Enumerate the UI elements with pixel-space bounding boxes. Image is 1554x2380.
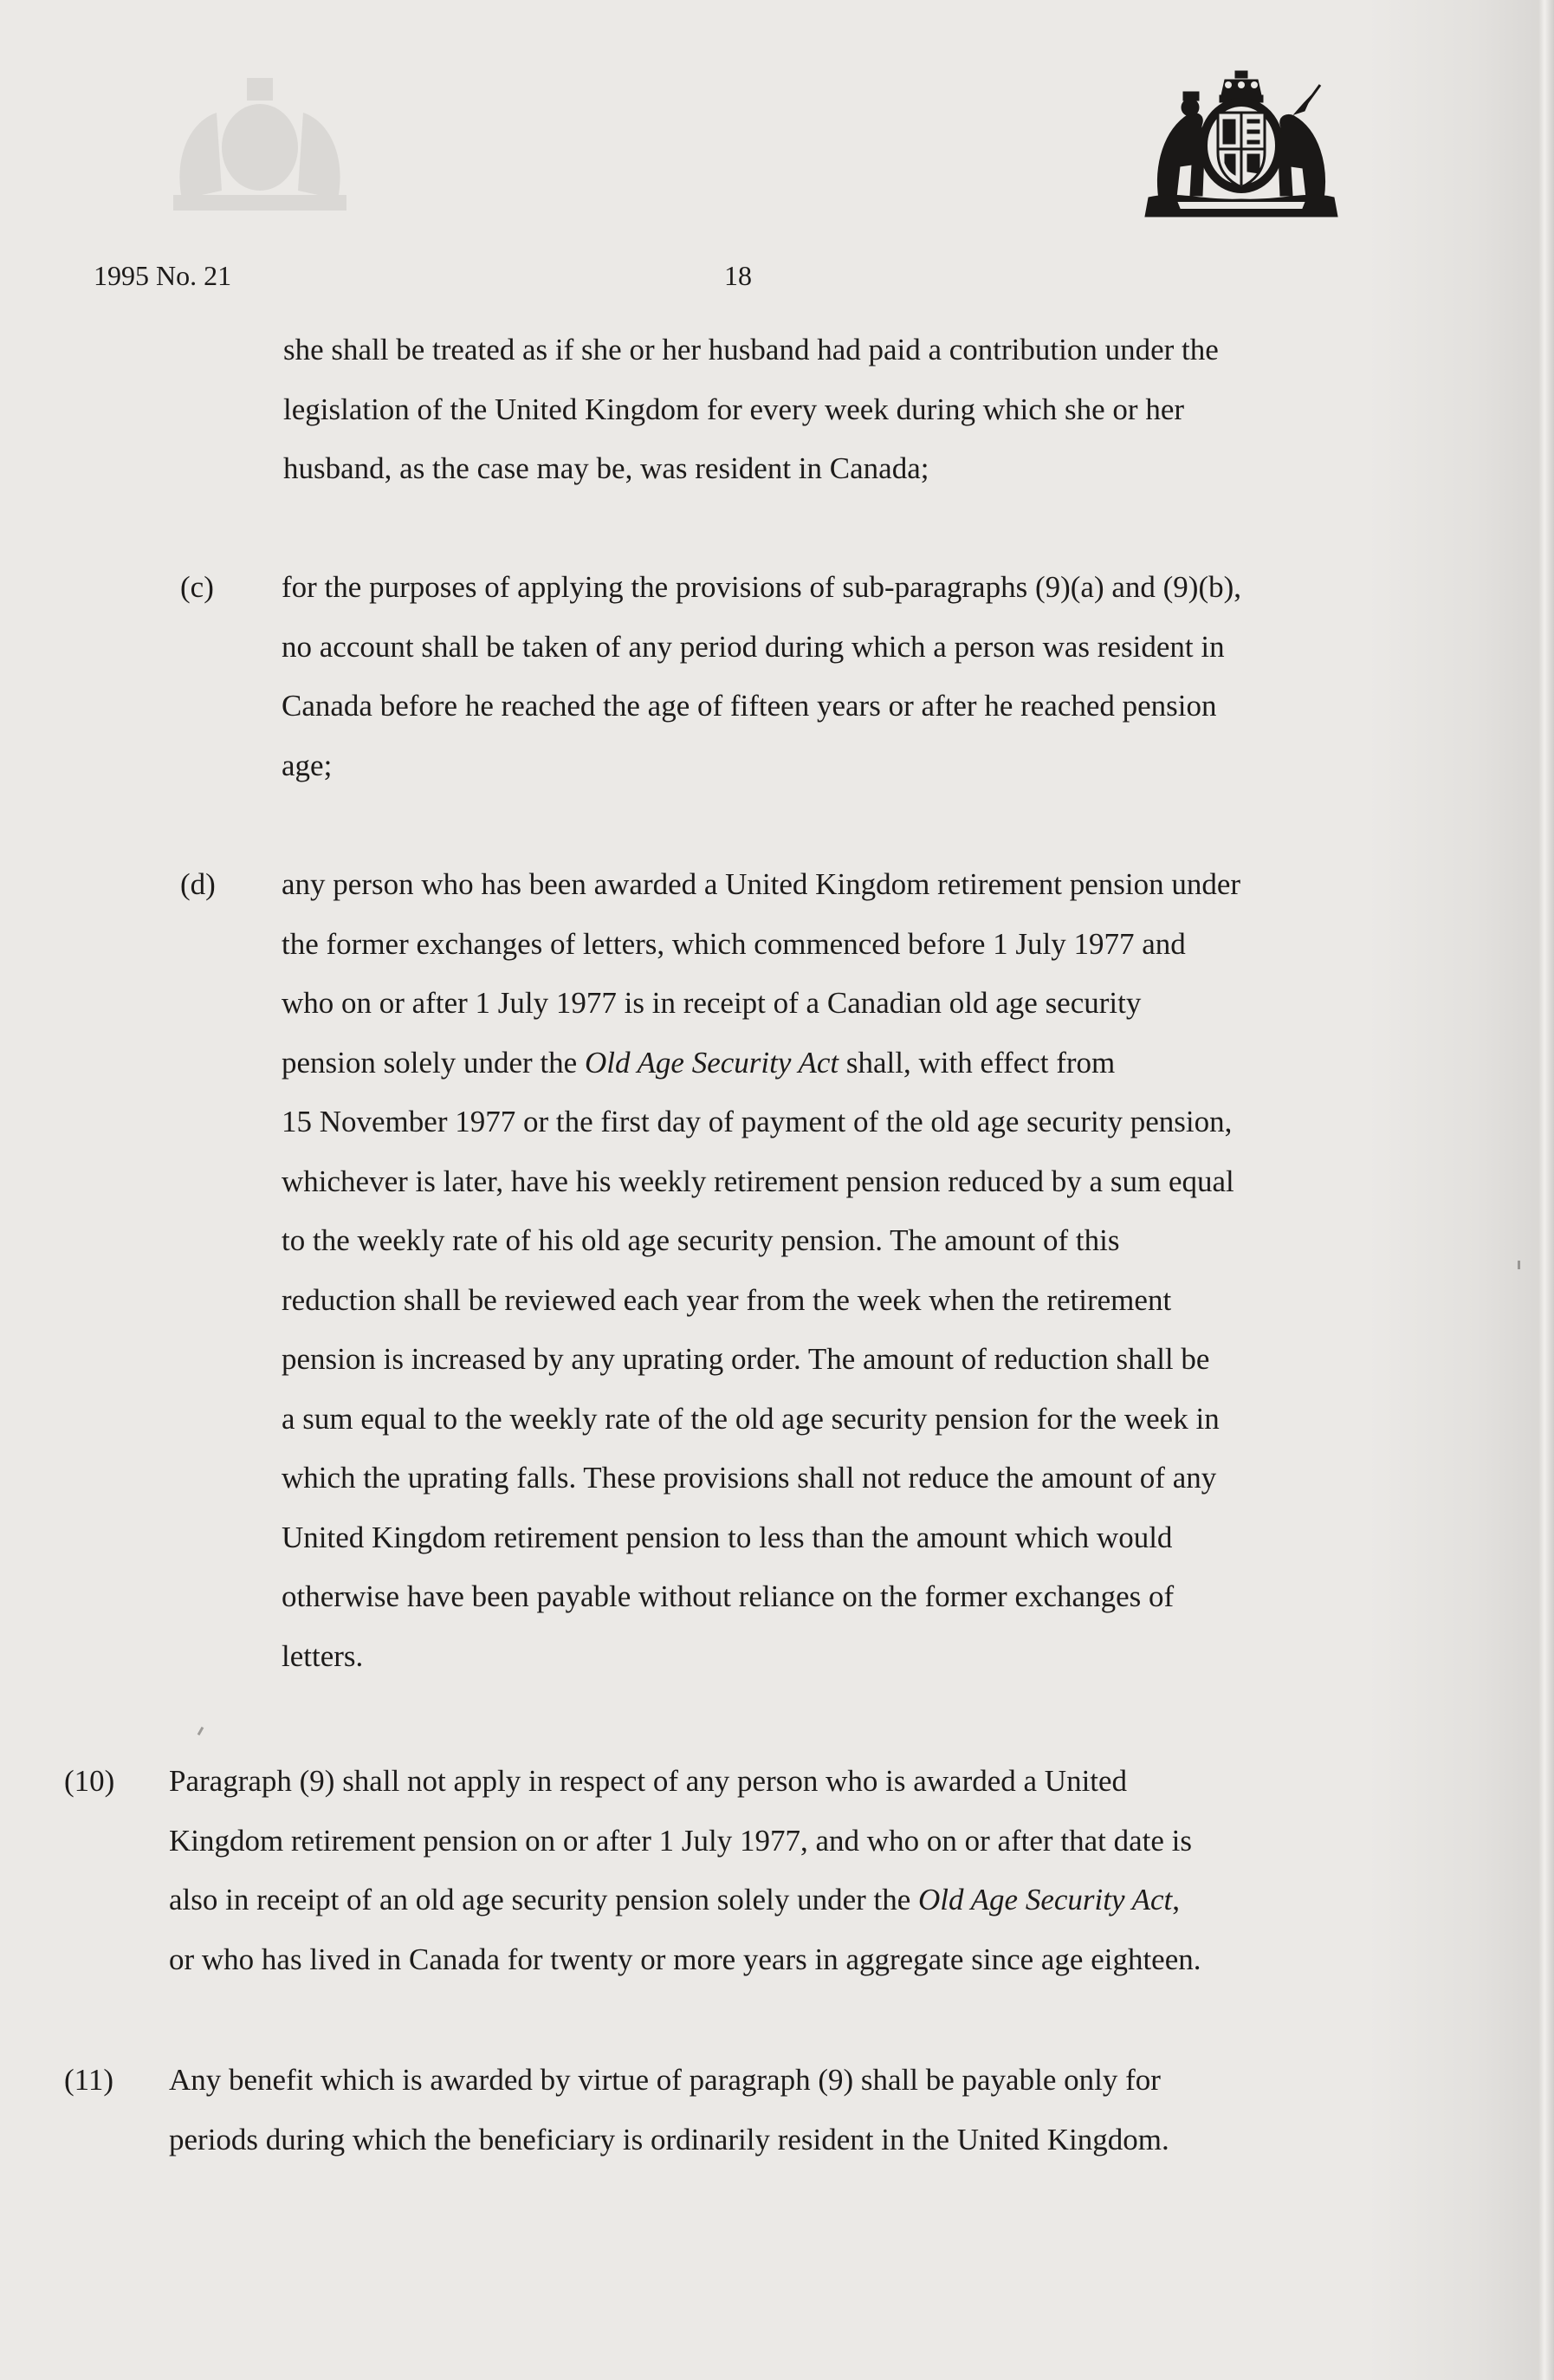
stray-mark bbox=[197, 1727, 204, 1735]
text-line: legislation of the United Kingdom for every week during which she or her bbox=[283, 392, 1185, 426]
text-line: reduction shall be reviewed each year from the week when the retirement bbox=[282, 1282, 1172, 1317]
text-line: the former exchanges of letters, which commenced before 1 July 1977 and bbox=[282, 926, 1186, 961]
paragraph-number: (10) bbox=[64, 1764, 115, 1798]
paragraph-number: (c) bbox=[180, 570, 214, 604]
text-line: Kingdom retirement pension on or after 1 July 1977, and who on or after that date is bbox=[169, 1823, 1192, 1858]
paragraph-text bbox=[282, 855, 1240, 1686]
text-line: no account shall be taken of any period during which a person was resident in bbox=[282, 629, 1225, 664]
paragraph-number: (11) bbox=[64, 2063, 114, 2097]
paragraph-number: (d) bbox=[180, 867, 216, 901]
text-line: 15 November 1977 or the first day of payment of the old age security pension, bbox=[282, 1105, 1233, 1138]
text-line: or who has lived in Canada for twenty or more years in aggregate since age eighteen. bbox=[169, 1942, 1201, 1976]
text-line: also in receipt of an old age security pension solely under the Old Age Security Act, bbox=[169, 1883, 1180, 1916]
instrument-number: 1995 No. 21 bbox=[94, 260, 232, 291]
ghost-crest-image bbox=[147, 61, 372, 217]
paragraph-text bbox=[283, 321, 1219, 499]
stray-mark bbox=[1518, 1261, 1520, 1269]
text-line: who on or after 1 July 1977 is in receipt of a Canadian old age security bbox=[282, 986, 1142, 1020]
text-line: letters. bbox=[282, 1638, 364, 1673]
page-edge-shadow bbox=[1538, 0, 1554, 2380]
text-line: age; bbox=[282, 748, 333, 782]
paragraph-text bbox=[169, 1752, 1201, 1989]
text-line: otherwise have been payable without reliance on the former exchanges of bbox=[282, 1579, 1175, 1613]
paragraph-text bbox=[282, 558, 1241, 795]
page-number: 18 bbox=[724, 260, 752, 291]
text-line: periods during which the beneficiary is ordinarily resident in the United Kingdom. bbox=[169, 2122, 1169, 2156]
text-line: to the weekly rate of his old age security pension. The amount of this bbox=[282, 1223, 1120, 1257]
text-line: United Kingdom retirement pension to less than the amount which would bbox=[282, 1520, 1173, 1554]
act-title: Old Age Security Act bbox=[918, 1883, 1173, 1916]
text-line: Paragraph (9) shall not apply in respect of any person who is awarded a United bbox=[169, 1764, 1128, 1798]
text-line: which the uprating falls. These provisions shall not reduce the amount of any bbox=[282, 1461, 1217, 1495]
text-line: for the purposes of applying the provisions of sub-paragraphs (9)(a) and (9)(b), bbox=[282, 570, 1242, 604]
text-line: any person who has been awarded a United Kingdom retirement pension under bbox=[282, 867, 1241, 901]
royal-coat-of-arms-image bbox=[1142, 69, 1341, 218]
text-line: pension is increased by any uprating order. The amount of reduction shall be bbox=[282, 1342, 1210, 1376]
paragraph-text bbox=[169, 2051, 1169, 2169]
text-line: she shall be treated as if she or her husband had paid a contribution under the bbox=[283, 333, 1219, 366]
text-line: Canada before he reached the age of fifteen years or after he reached pension bbox=[282, 689, 1217, 723]
text-line: husband, as the case may be, was resident in Canada; bbox=[283, 451, 929, 485]
text-line: whichever is later, have his weekly retirement pension reduced by a sum equal bbox=[282, 1164, 1234, 1198]
text-line: Any benefit which is awarded by virtue of paragraph (9) shall be payable only for bbox=[169, 2063, 1161, 2097]
text-line: pension solely under the Old Age Security Act shall, with effect from bbox=[282, 1045, 1116, 1080]
act-title: Old Age Security Act bbox=[584, 1045, 839, 1080]
text-line: a sum equal to the weekly rate of the old age security pension for the week in bbox=[282, 1401, 1220, 1436]
